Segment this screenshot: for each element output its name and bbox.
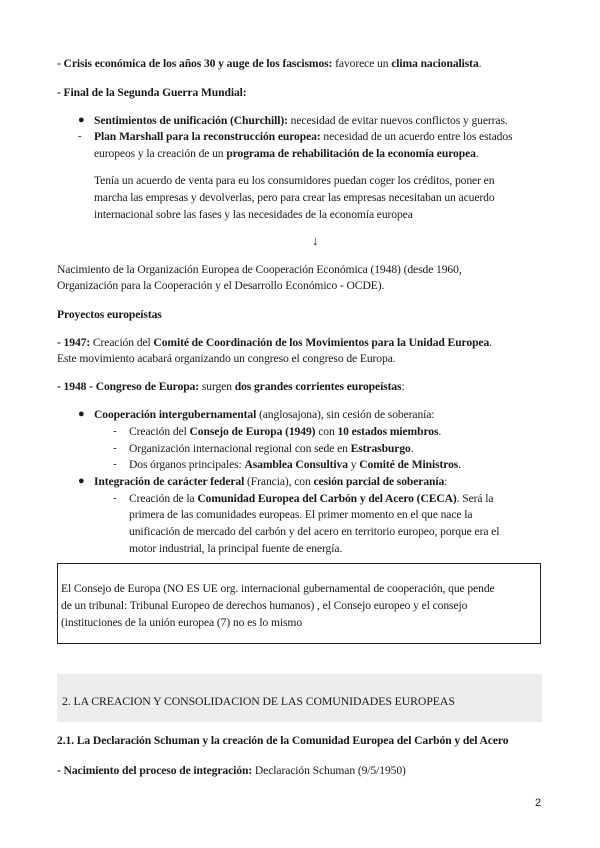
list-item: Creación del Consejo de Europa (1949) con 10 estados miembros. [129,425,442,438]
sub-heading: 2.1. La Declaración Schuman y la creación de la Comunidad Europea del Carbón y del Acero [57,734,509,747]
paragraph-line: Organización para la Cooperación y el Desarrollo Económico - OCDE). [57,279,385,292]
paragraph-line: marcha las empresas y devolverlas, pero para crear las empresas necesitaban un acuerdo [94,191,495,204]
list-item-continuation: unificación de mercado del carbón y del acero en territorio europeo, porque era el [129,525,500,538]
down-arrow-icon: ↓ [312,233,319,248]
list-item-continuation: motor industrial, la principal fuente de energía. [129,542,343,555]
dash-icon: - [113,458,117,470]
list-item: Organización internacional regional con sede en Estrasburgo. [129,442,414,455]
section-label: Proyectos europeístas [57,308,162,321]
list-item: Creación de la Comunidad Europea del Carbón y del Acero (CECA). Será la [129,492,494,505]
text-line: - Nacimiento del proceso de integración: Declaración Schuman (9/5/1950) [57,764,406,777]
bullet-icon: ● [78,408,85,420]
page-number: 2 [535,797,542,809]
text-line: - Crisis económica de los años 30 y auge de los fascismos: favorece un clima nacionalista. [57,57,482,70]
text-line: - Final de la Segunda Guerra Mundial: [57,86,247,99]
section-heading: 2. LA CREACION Y CONSOLIDACION DE LAS COMUNIDADES EUROPEAS [62,694,455,708]
dash-icon: - [113,442,117,454]
list-item: Dos órganos principales: Asamblea Consultiva y Comité de Ministros. [129,458,462,471]
list-item: Plan Marshall para la reconstrucción europea: necesidad de un acuerdo entre los estados [94,130,513,143]
paragraph-line: Tenía un acuerdo de venta para eu los consumidores puedan coger los créditos, poner en [94,174,495,187]
text-line: - 1947: Creación del Comité de Coordinación de los Movimientos para la Unidad Europea. [57,336,492,349]
list-item: Sentimientos de unificación (Churchill): necesidad de evitar nuevos conflictos y guerras. [94,114,508,127]
list-item-continuation: primera de las comunidades europeas. El primer momento en el que nace la [129,508,473,521]
note-line: (instituciones de la unión europea (7) no es lo mismo [61,616,303,629]
list-item: Cooperación intergubernamental (anglosajona), sin cesión de soberanía: [94,408,435,421]
list-item: Integración de carácter federal (Francia), con cesión parcial de soberanía: [94,475,448,488]
paragraph-line: internacional sobre las fases y las necesidades de la economía europea [94,208,413,221]
text-line: Este movimiento acabará organizando un congreso el congreso de Europa. [57,352,396,365]
dash-icon: - [113,492,117,504]
list-item-continuation: europeos y la creación de un programa de rehabilitación de la economía europea. [94,147,479,160]
bullet-icon: ● [78,114,85,126]
note-line: de un tribunal: Tribunal Europeo de derechos humanos) , el Consejo europeo y el consejo [61,599,468,612]
bullet-icon: ● [78,475,85,487]
dash-icon: - [78,130,82,142]
note-line: El Consejo de Europa (NO ES UE org. internacional gubernamental de cooperación, que pende [61,582,495,595]
dash-icon: - [113,425,117,437]
paragraph-line: Nacimiento de la Organización Europea de Cooperación Económica (1948) (desde 1960, [57,263,462,276]
text-line: - 1948 - Congreso de Europa: surgen dos grandes corrientes europeístas: [57,380,405,393]
